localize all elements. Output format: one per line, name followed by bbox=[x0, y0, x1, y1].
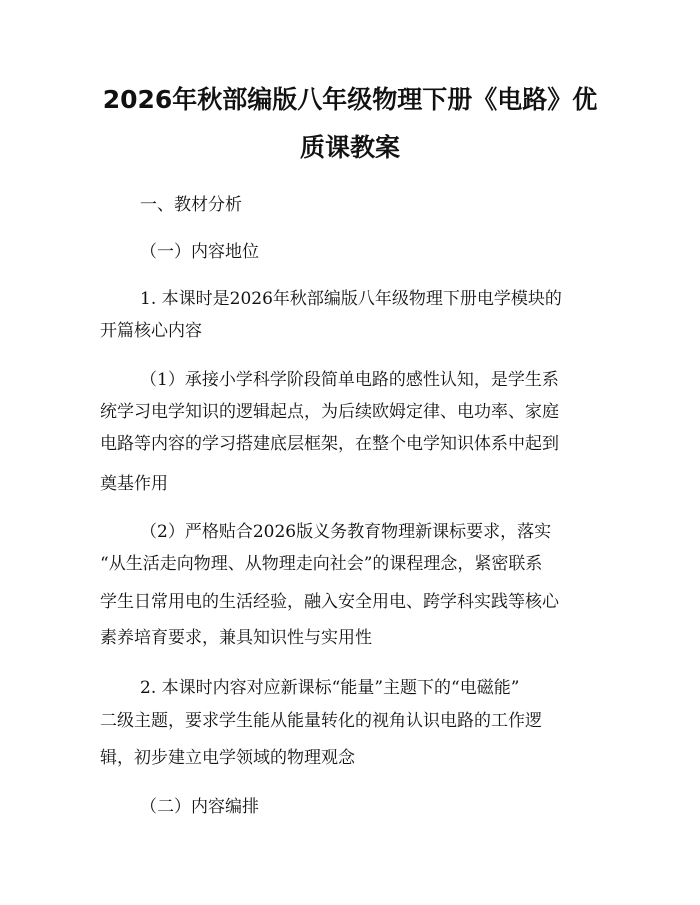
point-2-line-2: 二级主题，要求学生能从能量转化的视角认识电路的工作逻 bbox=[100, 711, 542, 731]
point-1-line-2: 开篇核心内容 bbox=[100, 321, 202, 341]
paragraph-1-line-4: 奠基作用 bbox=[100, 474, 168, 494]
paragraph-2-line-1: （2）严格贴合2026版义务教育物理新课标要求，落实 bbox=[140, 522, 552, 542]
point-2-line-1: 2. 本课时内容对应新课标“能量”主题下的“电磁能” bbox=[140, 678, 520, 698]
point-1-line-1: 1. 本课时是2026年秋部编版八年级物理下册电学模块的 bbox=[140, 289, 562, 309]
subsection-heading-content-position: （一）内容地位 bbox=[140, 242, 259, 262]
document-title-line-1: 2026年秋部编版八年级物理下册《电路》优 bbox=[102, 85, 598, 114]
paragraph-2-line-2: “从生活走向物理、从物理走向社会”的课程理念，紧密联系 bbox=[100, 554, 543, 574]
paragraph-2-line-4: 素养培育要求，兼具知识性与实用性 bbox=[100, 628, 372, 648]
paragraph-1-line-3: 电路等内容的学习搭建底层框架，在整个电学知识体系中起到 bbox=[100, 434, 559, 454]
subsection-heading-content-arrangement: （二）内容编排 bbox=[140, 797, 259, 817]
paragraph-1-line-1: （1）承接小学科学阶段简单电路的感性认知，是学生系 bbox=[140, 370, 559, 390]
point-2-line-3: 辑，初步建立电学领域的物理观念 bbox=[100, 748, 355, 768]
paragraph-2-line-3: 学生日常用电的生活经验，融入安全用电、跨学科实践等核心 bbox=[100, 592, 559, 612]
section-heading-teaching-material-analysis: 一、教材分析 bbox=[140, 195, 242, 215]
document-title-line-2: 质课教案 bbox=[299, 133, 400, 162]
paragraph-1-line-2: 统学习电学知识的逻辑起点，为后续欧姆定律、电功率、家庭 bbox=[100, 402, 559, 422]
